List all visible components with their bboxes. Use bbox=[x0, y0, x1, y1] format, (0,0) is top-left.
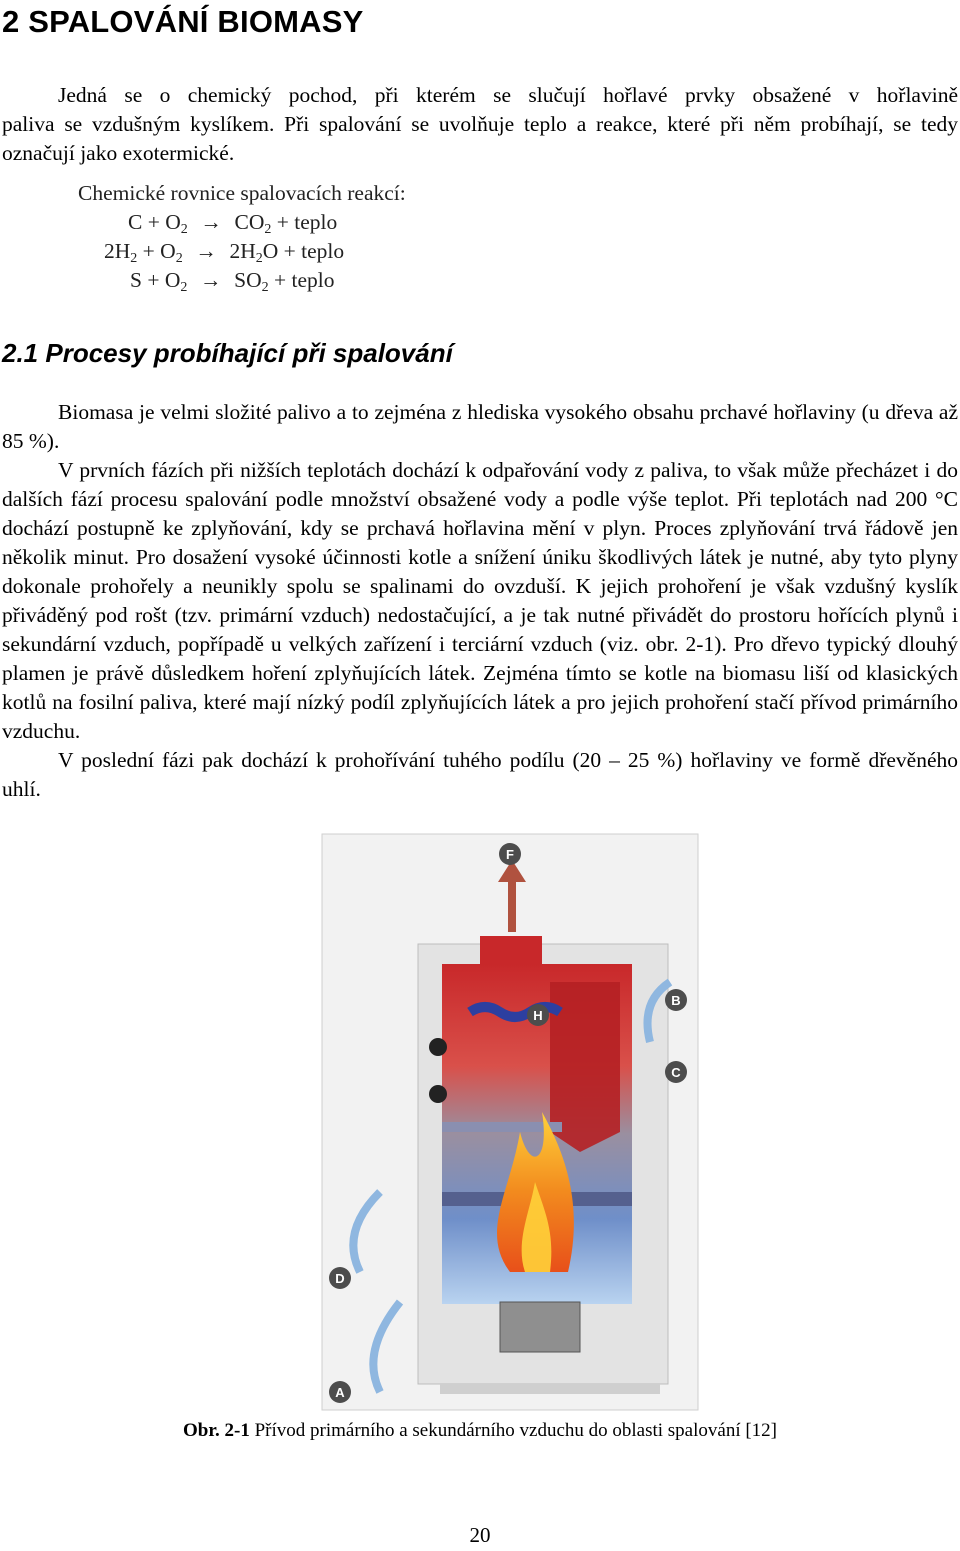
control-knob bbox=[429, 1085, 447, 1103]
svg-text:D: D bbox=[335, 1271, 345, 1286]
label-a bbox=[329, 1381, 351, 1403]
svg-text:A: A bbox=[335, 1385, 345, 1400]
svg-text:B: B bbox=[671, 993, 681, 1008]
flue-outlet bbox=[480, 936, 542, 966]
section-heading: 2.1 Procesy probíhající při spalování bbox=[2, 338, 453, 368]
page-number: 20 bbox=[469, 1523, 491, 1547]
paragraph-1: Biomasa je velmi složité palivo a to zejména z hlediska vysokého obsahu prchavé hořlaviny (u dřeva až 85 %). bbox=[2, 400, 958, 453]
boiler-base bbox=[440, 1384, 660, 1394]
label-d bbox=[329, 1267, 351, 1289]
equations-title: Chemické rovnice spalovacích reakcí: bbox=[78, 181, 406, 205]
svg-text:C: C bbox=[671, 1065, 681, 1080]
svg-text:H: H bbox=[533, 1008, 543, 1023]
intro-rest: paliva se vzdušným kyslíkem. Při spalování se uvolňuje teplo a reakce, které při něm probíhají, se tedy označují jako exotermické. bbox=[2, 112, 958, 165]
label-h bbox=[527, 1004, 549, 1026]
intro-paragraph bbox=[2, 81, 958, 168]
label-b bbox=[665, 989, 687, 1011]
intro-first-line: Jedná se o chemický pochod, při kterém se slučují hořlavé prvky obsažené v hořlavině bbox=[58, 83, 958, 107]
equation-3: $S + O_2 \to SO_2$ + teplo bbox=[130, 268, 335, 295]
arrow-icon: → bbox=[195, 239, 217, 263]
chapter-heading: 2 SPALOVÁNÍ BIOMASY bbox=[2, 4, 364, 39]
paragraph-2: V prvních fázích při nižších teplotách dochází k odpařování vody z paliva, to však může přecházet i do dalších fází procesu spalování podle množství obsažené vody a podle výše teplot. Při teplotách nad 200 °C dochází postupně ke zplyňování, kdy se prchavá hořlavina mění v plyn. Proces zplyňování trvá řádově jen několik minut. Pro dosažení vysoké účinnosti kotle a snížení úniku škodlivých látek je nutné, aby tyto plyny dokonale prohořely a neunikly spolu se spalinami do ovzduší. K jejich prohoření je však vzdušný kyslík přiváděný pod rošt (tzv. primární vzduch) nedostačující, a je tak nutné přivádět do prostoru hořících plynů i sekundární vzduch, popřípadě u velkých zařízení i terciární vzduch (viz. obr. 2-1). Pro dřevo typický dlouhý plamen je právě důsledkem hoření zplyňujících látek. Zejména tímto se kotle na biomasu liší od klasických kotlů na fosilní paliva, které mají nízký podíl zplyňujících látek a pro jejich prohoření stačí přívod primárního vzduchu. bbox=[2, 458, 958, 743]
section-body bbox=[2, 398, 958, 804]
arrow-icon: → bbox=[200, 210, 222, 234]
figure-caption bbox=[0, 1420, 960, 1442]
ash-pan bbox=[500, 1302, 580, 1352]
label-f bbox=[499, 843, 521, 865]
boiler-diagram bbox=[320, 832, 700, 1412]
equation-1: $C + O_2 \to CO_2$ + teplo bbox=[128, 210, 338, 237]
caption-text: Přívod primárního a sekundárního vzduchu do oblasti spalování [12] bbox=[249, 1420, 778, 1441]
caption-label: Obr. 2-1 bbox=[182, 1420, 250, 1441]
svg-text:F: F bbox=[506, 847, 514, 862]
boiler-illustration bbox=[320, 832, 700, 1412]
paragraph-3: V poslední fázi pak dochází k prohořívání tuhého podílu (20 – 25 %) hořlaviny ve formě dřevěného uhlí. bbox=[2, 748, 958, 801]
equation-2: $2H_2 + O_2 \to 2H_2O$ + teplo bbox=[104, 239, 345, 266]
label-c bbox=[665, 1061, 687, 1083]
arrow-icon: → bbox=[199, 268, 222, 292]
control-knob bbox=[429, 1038, 447, 1056]
